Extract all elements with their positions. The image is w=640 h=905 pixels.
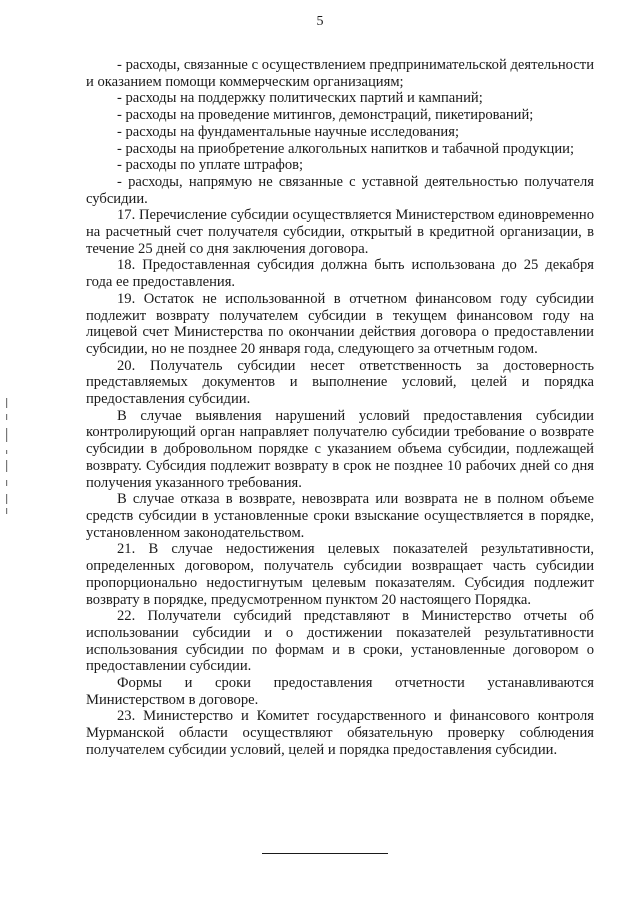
paragraphs-container	[86, 57, 594, 759]
paragraph-17: 17. Перечисление субсидии осуществляется Министерством единовременно на расчетный счет получателя субсидии, открытый в кредитной организации, в течение 25 дней со дня заключения договора.	[86, 207, 594, 257]
paragraph-19: 19. Остаток не использованной в отчетном финансовом году субсидии подлежит возврату получателем субсидии в текущем финансовом году на лицевой счет Министерства по окончании действия договора о предоставлении субсидии, но не позднее 20 января года, следующего за отчетным годом.	[86, 290, 594, 357]
paragraph-expense-3: - расходы на проведение митингов, демонстраций, пикетирований;	[117, 107, 534, 124]
paragraph-expense-6: - расходы по уплате штрафов;	[117, 157, 304, 174]
paragraph-expense-1: - расходы, связанные с осуществлением предпринимательской деятельности и оказанием помощи коммерческим организациям;	[86, 57, 594, 90]
paragraph-expense-7: - расходы, напрямую не связанные с уставной деятельностью получателя субсидии.	[86, 173, 594, 207]
paragraph-20: 20. Получатель субсидии несет ответственность за достоверность представляемых документов и выполнение условий, целей и порядка предоставления субсидии.	[86, 357, 594, 408]
paragraph-expense-5: - расходы на приобретение алкогольных напитков и табачной продукции;	[117, 140, 575, 157]
paragraph-22-forms: Формы и сроки предоставления отчетности устанавливаются Министерством в договоре.	[86, 675, 594, 708]
paragraph-expense-2: - расходы на поддержку политических партий и кампаний;	[117, 90, 483, 107]
paragraph-22: 22. Получатели субсидий представляют в Министерство отчеты об использовании субсидии и о достижении показателей результативности использования субсидии по формам и в сроки, установленные договором о предоставлении субсидии.	[86, 608, 594, 675]
end-of-text-rule	[262, 853, 388, 854]
paragraph-20-refusal: В случае отказа в возврате, невозврата или возврата не в полном объеме средств субсидии в установленные сроки взыскание осуществляется в порядке, установленном законодательством.	[86, 491, 594, 541]
paragraph-23: 23. Министерство и Комитет государственного и финансового контроля Мурманской области осуществляют обязательную проверку соблюдения получателем субсидии условий, целей и порядка предоставления субсидии.	[86, 708, 594, 758]
paragraph-21: 21. В случае недостижения целевых показателей результативности, определенных договором, получатель субсидии возвращает часть субсидии пропорционально недостигнутым целевым показателям. Субсидия подлежит возврату в порядке, предусмотренном пунктом 20 настоящего Порядка.	[86, 541, 594, 608]
margin-scan-mark	[4, 398, 10, 516]
page-number: 5	[316, 14, 324, 29]
paragraph-18: 18. Предоставленная субсидия должна быть использована до 25 декабря года ее предоставления.	[86, 257, 594, 291]
paragraph-20-violations: В случае выявления нарушений условий предоставления субсидии контролирующий орган направляет получателю субсидии требование о возврате субсидии в добровольном порядке с указанием объема субсидии, подлежащей возврату. Субсидия подлежит возврату в срок не позднее 10 рабочих дней со дня получения указанного требования.	[86, 407, 594, 491]
paragraph-expense-4: - расходы на фундаментальные научные исследования;	[117, 123, 460, 140]
